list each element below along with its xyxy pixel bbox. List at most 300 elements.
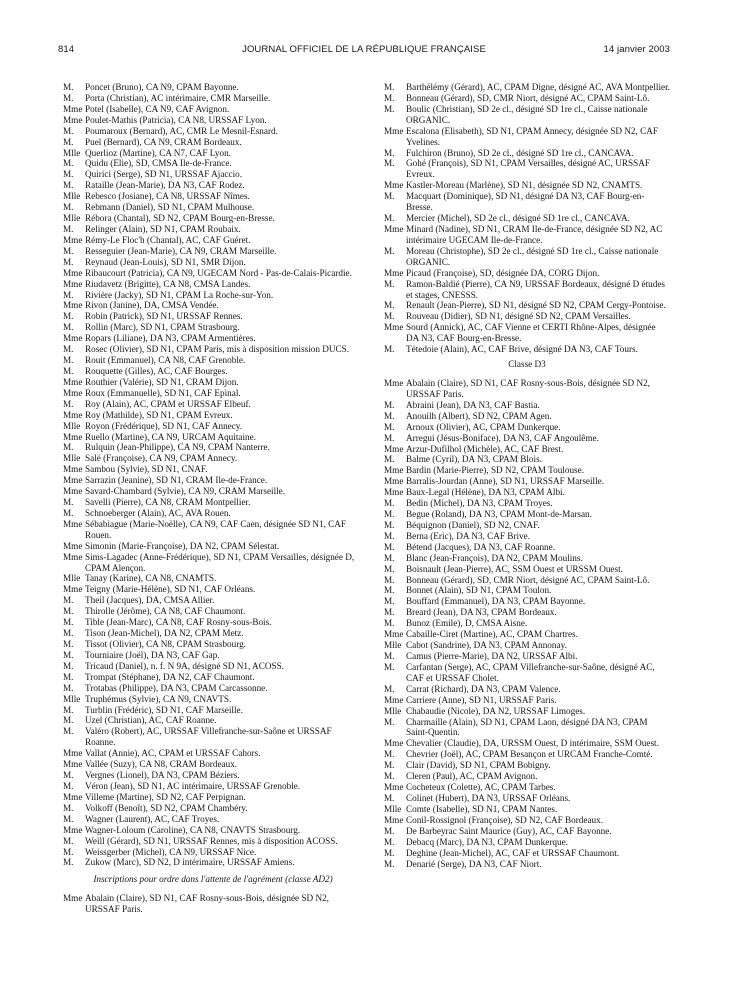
list-item <box>63 322 363 333</box>
civility-title: M. <box>384 771 395 782</box>
entry-text: Rataille (Jean-Marie), DA N3, CAF Rodez. <box>85 180 245 191</box>
entry-text: Weissgerber (Michel), CA N9, URSSAF Nice. <box>85 846 257 857</box>
list-item <box>384 629 670 640</box>
entry-text: Debacq (Marc), DA N3, CPAM Dunkerque. <box>406 836 568 847</box>
list-item <box>63 421 363 432</box>
civility-title: Mlle <box>63 693 81 704</box>
civility-title: Mme <box>63 103 83 114</box>
list-item <box>63 377 363 388</box>
entry-text: Vallat (Annie), AC, CPAM et URSSAF Cahors. <box>85 748 261 759</box>
list-item <box>384 837 670 848</box>
entry-text: Picaud (Françoise), SD, désignée DA, CORG Dijon. <box>406 267 600 278</box>
list-item <box>63 268 363 279</box>
entry-text: Cabot (Sandrine), DA N3, CPAM Annonay. <box>406 640 567 651</box>
civility-title: Mme <box>63 409 83 420</box>
entry-text: Escalona (Elisabeth), SD N1, CPAM Annecy, désignée SD N2, CAF Yvelines. <box>406 125 658 147</box>
civility-title: M. <box>384 158 395 169</box>
entry-text: Trotabas (Philippe), DA N3, CPAM Carcassonne. <box>85 682 268 693</box>
list-item <box>63 246 363 257</box>
civility-title: M. <box>384 92 395 103</box>
civility-title: M. <box>63 289 74 300</box>
entry-text: Uzel (Christian), AC, CAF Roanne. <box>85 715 217 726</box>
civility-title: M. <box>63 442 74 453</box>
entry-text: Cabaille-Ciret (Martine), AC, CPAM Chartres. <box>406 629 578 640</box>
civility-title: Mme <box>63 376 83 387</box>
civility-title: M. <box>384 585 395 596</box>
civility-title: Mlle <box>63 213 81 224</box>
list-item <box>63 836 363 847</box>
entry-text: Bunoz (Emile), D, CMSA Aisne. <box>406 618 528 629</box>
civility-title: M. <box>63 82 74 92</box>
list-item <box>63 158 363 169</box>
entry-text: Trompat (Stéphane), DA N2, CAF Chaumont. <box>85 671 255 682</box>
list-item <box>63 573 363 584</box>
list-item <box>384 596 670 607</box>
list-item <box>63 432 363 443</box>
list-item <box>384 465 670 476</box>
civility-title: M. <box>384 454 395 465</box>
list-item <box>63 475 363 486</box>
entry-text: Rosec (Olivier), SD N1, CPAM Paris, mis à disposition mission DUCS. <box>85 344 350 355</box>
entry-text: Relinger (Alain), SD N1, CPAM Roubaix. <box>85 223 241 234</box>
right-column <box>384 82 670 869</box>
entry-text: Rebmann (Daniel), SD N1, CPAM Mulhouse. <box>85 202 255 213</box>
civility-title: M. <box>384 552 395 563</box>
list-item <box>384 148 670 159</box>
entry-text: Schnoeberger (Alain), AC, AVA Rouen. <box>85 507 231 518</box>
civility-title: M. <box>384 858 395 869</box>
civility-title: M. <box>63 355 74 366</box>
entry-text: Wagner-Loloum (Caroline), CA N8, CNAVTS Strasbourg. <box>85 824 301 835</box>
civility-title: M. <box>63 617 74 628</box>
entry-text: Carriere (Anne), SD N1, URSSAF Paris. <box>406 694 557 705</box>
civility-title: M. <box>384 530 395 541</box>
civility-title: Mme <box>384 322 404 333</box>
journal-title: JOURNAL OFFICIEL DE LA RÉPUBLIQUE FRANÇAISE <box>242 44 486 55</box>
list-item <box>384 433 670 444</box>
list-item <box>384 684 670 695</box>
right-after-list <box>384 378 670 869</box>
publication-date: 14 janvier 2003 <box>603 44 670 55</box>
civility-title: Mme <box>384 476 404 487</box>
entry-text: Bedin (Michel), DA N3, CPAM Troyes. <box>406 498 553 509</box>
list-item <box>63 672 363 683</box>
list-item <box>384 378 670 400</box>
civility-title: M. <box>384 716 395 727</box>
list-item <box>384 585 670 596</box>
civility-title: M. <box>63 649 74 660</box>
civility-title: M. <box>384 618 395 629</box>
entry-text: Tissot (Olivier), CA N8, CPAM Strasbourg. <box>85 639 246 650</box>
list-item <box>63 257 363 268</box>
civility-title: Mlle <box>63 147 81 158</box>
civility-title: Mlle <box>63 573 81 584</box>
list-item <box>63 486 363 497</box>
entry-text: Cleren (Paul), AC, CPAM Avignon. <box>406 771 538 782</box>
civility-title: M. <box>63 322 74 333</box>
list-item <box>384 706 670 717</box>
civility-title: Mme <box>384 465 404 476</box>
entry-text: Villeme (Martine), SD N2, CAF Perpignan. <box>85 791 246 802</box>
section-heading-classe-d3: Classe D3 <box>508 359 546 370</box>
entry-text: Tison (Jean-Michel), DA N2, CPAM Metz. <box>85 628 244 639</box>
list-item <box>63 519 363 541</box>
civility-title: M. <box>63 180 74 191</box>
list-item <box>63 279 363 290</box>
entry-text: Sébabiague (Marie-Noëlle), CA N9, CAF Caen, désignée SD N1, CAF Rouen. <box>85 518 347 540</box>
entry-text: Comte (Isabelle), SD N1, CPAM Nantes. <box>406 803 558 814</box>
left-after-list <box>63 893 363 915</box>
entry-text: Rollin (Marc), SD N1, CPAM Strasbourg. <box>85 322 240 333</box>
list-item <box>63 388 363 399</box>
list-item <box>63 148 363 159</box>
entry-text: Clair (David), SD N1, CPAM Bobigny. <box>406 760 551 771</box>
list-item <box>63 650 363 661</box>
entry-text: Carrat (Richard), DA N3, CPAM Valence. <box>406 683 561 694</box>
entry-text: Chabaudie (Nicole), DA N2, URSSAF Limoges. <box>406 705 586 716</box>
entry-text: Sarrazin (Jeanine), SD N1, CRAM Ile-de-France. <box>85 475 268 486</box>
entry-text: Moreau (Christophe), SD 2e cl., désigné SD 1re cl., Caisse nationale ORGANIC. <box>406 245 659 267</box>
list-item <box>63 748 363 759</box>
entry-text: Anouilh (Albert), SD N2, CPAM Agen. <box>406 410 552 421</box>
list-item <box>63 464 363 475</box>
list-item <box>384 268 670 279</box>
civility-title: Mme <box>63 540 83 551</box>
civility-title: M. <box>384 191 395 202</box>
list-item <box>384 520 670 531</box>
list-item <box>63 606 363 617</box>
civility-title: M. <box>384 245 395 256</box>
list-item <box>63 300 363 311</box>
list-item <box>384 749 670 760</box>
civility-title: M. <box>384 410 395 421</box>
list-item <box>63 683 363 694</box>
entry-text: Conil-Rossignol (Françoise), SD N2, CAF Bordeaux. <box>406 814 604 825</box>
list-item <box>384 82 670 93</box>
entry-text: Salé (Françoise), CA N9, CPAM Annecy. <box>85 453 238 464</box>
civility-title: M. <box>384 793 395 803</box>
entry-text: Berna (Eric), DA N3, CAF Brive. <box>406 530 531 541</box>
entry-text: Barralis-Jourdan (Anne), SD N1, URSSAF Marseille. <box>406 476 605 487</box>
entry-text: Rulquin (Jean-Philippe), CA N9, CPAM Nanterre. <box>85 442 270 453</box>
list-item <box>384 804 670 815</box>
entry-text: Simonin (Marie-Françoise), DA N2, CPAM Sélestat. <box>85 540 280 551</box>
left-column <box>63 82 363 915</box>
entry-text: Baux-Legal (Hélène), DA N3, CPAM Albi. <box>406 487 565 498</box>
entry-text: Boulic (Christian), SD 2e cl., désigné SD 1re cl., Caisse nationale ORGANIC. <box>406 103 648 125</box>
civility-title: Mme <box>63 114 83 125</box>
list-item <box>384 126 670 148</box>
entry-text: Weill (Gérard), SD N1, URSSAF Rennes, mis à disposition ACOSS. <box>85 835 338 846</box>
entry-text: Arregui (Jésus-Boniface), DA N3, CAF Angoulême. <box>406 432 599 443</box>
civility-title: M. <box>63 726 74 737</box>
civility-title: M. <box>63 835 74 846</box>
entry-text: Arnoux (Olivier), AC, CPAM Dunkerque. <box>406 421 561 432</box>
entry-text: Cocheteux (Colette), AC, CPAM Tarbes. <box>406 782 556 793</box>
civility-title: Mlle <box>384 803 402 814</box>
entry-text: Kastler-Moreau (Marlène), SD N1, désignée SD N2, CNAMTS. <box>406 180 643 191</box>
entry-text: Valéro (Robert), AC, URSSAF Villefranche-sur-Saône et URSSAF Roanne. <box>85 726 332 748</box>
civility-title: M. <box>63 136 74 147</box>
entry-text: Truphémus (Sylvie), CA N9, CNAVTS. <box>85 693 232 704</box>
civility-title: M. <box>63 770 74 781</box>
list-item <box>63 355 363 366</box>
list-item <box>63 617 363 628</box>
list-item <box>384 782 670 793</box>
list-item <box>63 814 363 825</box>
entry-text: Porta (Christian), AC intérimaire, CMR Marseille. <box>85 92 271 103</box>
list-item <box>384 191 670 213</box>
civility-title: M. <box>384 399 395 410</box>
civility-title: Mme <box>63 518 83 529</box>
entry-text: Blanc (Jean-François), DA N2, CPAM Moulins. <box>406 552 583 563</box>
civility-title: M. <box>63 256 74 267</box>
civility-title: Mme <box>384 782 404 793</box>
list-item <box>63 333 363 344</box>
list-item <box>63 595 363 606</box>
list-item <box>63 726 363 748</box>
civility-title: Mme <box>63 893 83 904</box>
entry-text: Teigny (Marie-Hélène), SD N1, CAF Orléans. <box>85 584 256 595</box>
civility-title: Mme <box>63 300 83 311</box>
entry-text: Quidu (Elie), SD, CMSA Ile-de-France. <box>85 158 232 169</box>
entry-text: Tanay (Karine), CA N8, CNAMTS. <box>85 573 217 584</box>
entry-text: Mercier (Michel), SD 2e cl., désigné SD 1re cl., CANCAVA. <box>406 213 630 224</box>
entry-text: Begue (Roland), DA N3, CPAM Mont-de-Marsan. <box>406 509 592 520</box>
list-item <box>384 498 670 509</box>
civility-title: Mme <box>384 629 404 640</box>
entry-text: Potel (Isabelle), CA N9, CAF Avignon. <box>85 103 230 114</box>
entry-text: Royon (Frédérique), SD N1, CAF Annecy. <box>85 420 243 431</box>
list-item <box>63 126 363 137</box>
entry-text: Gohé (François), SD N1, CPAM Versailles, désigné AC, URSSAF Evreux. <box>406 158 650 180</box>
entry-text: Sourd (Annick), AC, CAF Vienne et CERTI Rhône-Alpes, désignée DA N3, CAF Bourg-en-Bresse. <box>406 322 656 344</box>
civility-title: Mme <box>384 443 404 454</box>
entry-text: Bétend (Jacques), DA N3, CAF Roanne. <box>406 541 556 552</box>
list-item <box>63 115 363 126</box>
list-item <box>63 453 363 464</box>
civility-title: Mme <box>63 234 83 245</box>
civility-title: M. <box>63 660 74 671</box>
list-item <box>63 235 363 246</box>
entry-text: Barthélémy (Gérard), AC, CPAM Digne, désigné AC, AVA Montpellier. <box>406 82 670 92</box>
entry-text: Bardin (Marie-Pierre), SD N2, CPAM Toulouse. <box>406 465 584 476</box>
civility-title: M. <box>63 311 74 322</box>
civility-title: M. <box>63 671 74 682</box>
entry-text: Sims-Lagadec (Anne-Frédérique), SD N1, CPAM Versailles, désignée D, CPAM Alençon. <box>85 551 355 573</box>
list-item <box>63 847 363 858</box>
civility-title: Mme <box>63 278 83 289</box>
entry-text: Balme (Cyril), DA N3, CPAM Blois. <box>406 454 542 465</box>
list-item <box>384 444 670 455</box>
entry-text: Querlioz (Martine), CA N7, CAF Lyon. <box>85 147 231 158</box>
civility-title: M. <box>63 344 74 355</box>
entry-text: Volkoff (Benoît), SD N2, CPAM Chambéry. <box>85 802 248 813</box>
list-item <box>384 344 670 355</box>
civility-title: Mlle <box>63 453 81 464</box>
list-item <box>63 770 363 781</box>
civility-title: M. <box>63 628 74 639</box>
list-item <box>63 442 363 453</box>
entry-text: Renault (Jean-Pierre), SD N1, désigné SD N2, CPAM Cergy-Pontoise. <box>406 300 666 311</box>
entry-text: Bonneau (Gérard), SD, CMR Niort, désigné AC, CPAM Saint-Lô. <box>406 574 650 585</box>
civility-title: Mme <box>384 738 404 749</box>
civility-title: M. <box>384 147 395 158</box>
civility-title: Mme <box>384 377 404 388</box>
list-item <box>384 300 670 311</box>
entry-text: Ropars (Liliane), DA N3, CPAM Armentières. <box>85 333 256 344</box>
civility-title: Mme <box>63 267 83 278</box>
list-item <box>384 618 670 629</box>
civility-title: M. <box>63 813 74 824</box>
list-item <box>384 279 670 301</box>
list-item <box>63 825 363 836</box>
list-item <box>63 661 363 672</box>
civility-title: Mme <box>384 223 404 234</box>
entry-text: Rébora (Chantal), SD N2, CPAM Bourg-en-Bresse. <box>85 213 275 224</box>
list-item <box>63 224 363 235</box>
entry-text: Boisnault (Jean-Pierre), AC, SSM Ouest et URSSM Ouest. <box>406 563 623 574</box>
list-item <box>384 651 670 662</box>
entry-text: Riudavetz (Brigitte), CA N8, CMSA Landes. <box>85 278 251 289</box>
entry-text: Minard (Nadine), SD N1, CRAM Ile-de-France, désignée SD N2, AC intérimaire UGECAM Ile-de-France. <box>406 223 663 245</box>
list-item <box>63 705 363 716</box>
civility-title: Mme <box>384 180 404 191</box>
list-item <box>384 158 670 180</box>
list-item <box>384 400 670 411</box>
entry-text: Theil (Jacques), DA, CMSA Allier. <box>85 595 215 606</box>
right-entry-list <box>384 82 670 355</box>
list-item <box>384 454 670 465</box>
civility-title: Mme <box>384 125 404 136</box>
list-item <box>63 104 363 115</box>
civility-title: M. <box>63 398 74 409</box>
civility-title: Mme <box>63 551 83 562</box>
civility-title: M. <box>384 311 395 322</box>
list-item <box>63 497 363 508</box>
entry-text: Poumaroux (Bernard), AC, CMR Le Mesnil-Esnard. <box>85 125 278 136</box>
entry-text: Fulchiron (Bruno), SD 2e cl., désigné SD 1re cl., CANCAVA. <box>406 147 634 158</box>
civility-title: M. <box>63 223 74 234</box>
entry-text: Vallée (Suzy), CA N8, CRAM Bordeaux. <box>85 759 238 770</box>
list-item <box>63 552 363 574</box>
list-item <box>63 344 363 355</box>
civility-title: M. <box>384 749 395 760</box>
entry-text: Vergnes (Lionel), DA N3, CPAM Béziers. <box>85 770 240 781</box>
entry-text: Denarié (Serge), DA N3, CAF Niort. <box>406 858 542 869</box>
civility-title: M. <box>384 344 395 355</box>
civility-title: Mme <box>63 387 83 398</box>
civility-title: M. <box>384 596 395 607</box>
entry-text: Poncet (Bruno), CA N9, CPAM Bayonne. <box>85 82 239 92</box>
list-item <box>384 93 670 104</box>
civility-title: M. <box>384 213 395 224</box>
civility-title: Mme <box>63 748 83 759</box>
civility-title: M. <box>384 760 395 771</box>
list-item <box>63 93 363 104</box>
civility-title: M. <box>63 595 74 606</box>
entry-text: Ruello (Martine), CA N9, URCAM Aquitaine. <box>85 431 256 442</box>
list-item <box>384 542 670 553</box>
page-number: 814 <box>58 44 75 55</box>
civility-title: M. <box>63 497 74 508</box>
civility-title: M. <box>63 125 74 136</box>
entry-text: Colinet (Hubert), DA N3, URSSAF Orléans. <box>406 793 571 803</box>
civility-title: M. <box>384 825 395 836</box>
entry-text: Carfantan (Serge), AC, CPAM Villefranche-sur-Saône, désigné AC, CAF et URSSAF Cholet. <box>406 661 655 683</box>
list-item <box>63 893 363 915</box>
list-item <box>384 213 670 224</box>
list-item <box>384 509 670 520</box>
list-item <box>384 695 670 706</box>
entry-text: Robin (Patrick), SD N1, URSSAF Rennes. <box>85 311 243 322</box>
list-item <box>384 815 670 826</box>
entry-text: Camus (Pierre-Marie), DA N2, URSSAF Albi. <box>406 651 578 662</box>
entry-text: Rivon (Janine), DA, CMSA Vendée. <box>85 300 219 311</box>
list-item <box>63 508 363 519</box>
list-item <box>63 857 363 868</box>
entry-text: Rebesco (Josiane), CA N8, URSSAF Nîmes. <box>85 191 250 202</box>
civility-title: M. <box>384 847 395 858</box>
civility-title: Mme <box>63 475 83 486</box>
civility-title: M. <box>384 300 395 311</box>
list-item <box>384 564 670 575</box>
civility-title: M. <box>384 421 395 432</box>
civility-title: M. <box>63 158 74 169</box>
civility-title: Mme <box>63 759 83 770</box>
entry-text: Turblin (Frédéric), SD N1, CAF Marseille. <box>85 704 243 715</box>
page-header <box>58 44 670 60</box>
list-item <box>384 575 670 586</box>
list-item <box>63 792 363 803</box>
civility-title: M. <box>384 651 395 662</box>
entry-text: Rémy-Le Floc'h (Chantal), AC, CAF Guéret. <box>85 234 251 245</box>
list-item <box>63 311 363 322</box>
list-item <box>384 793 670 804</box>
civility-title: M. <box>384 836 395 847</box>
list-item <box>384 422 670 433</box>
civility-title: M. <box>384 519 395 530</box>
list-item <box>63 191 363 202</box>
civility-title: Mme <box>384 694 404 705</box>
entry-text: Tourniaire (Joël), DA N3, CAF Gap. <box>85 649 220 660</box>
civility-title: M. <box>63 245 74 256</box>
list-item <box>384 476 670 487</box>
entry-text: Macquart (Dominique), SD N1, désigné DA N3, CAF Bourg-en-Bresse. <box>406 191 645 213</box>
entry-text: Rouquette (Gilles), AC, CAF Bourges. <box>85 365 228 376</box>
list-item <box>384 553 670 564</box>
list-item <box>384 311 670 322</box>
list-item <box>63 803 363 814</box>
list-item <box>63 82 363 93</box>
entry-text: Abalain (Claire), SD N1, CAF Rosny-sous-Bois, désignée SD N2, URSSAF Paris. <box>406 377 650 399</box>
list-item <box>384 760 670 771</box>
list-item <box>384 411 670 422</box>
left-entry-list <box>63 82 363 868</box>
civility-title: Mlle <box>384 640 402 651</box>
list-item <box>384 487 670 498</box>
list-item <box>63 639 363 650</box>
civility-title: M. <box>63 802 74 813</box>
list-item <box>384 180 670 191</box>
civility-title: Mme <box>63 431 83 442</box>
list-item <box>384 607 670 618</box>
list-item <box>63 628 363 639</box>
list-item <box>63 366 363 377</box>
civility-title: Mme <box>384 267 404 278</box>
list-item <box>63 759 363 770</box>
entry-text: Abalain (Claire), SD N1, CAF Rosny-sous-Bois, désignée SD N2, URSSAF Paris. <box>85 893 329 915</box>
